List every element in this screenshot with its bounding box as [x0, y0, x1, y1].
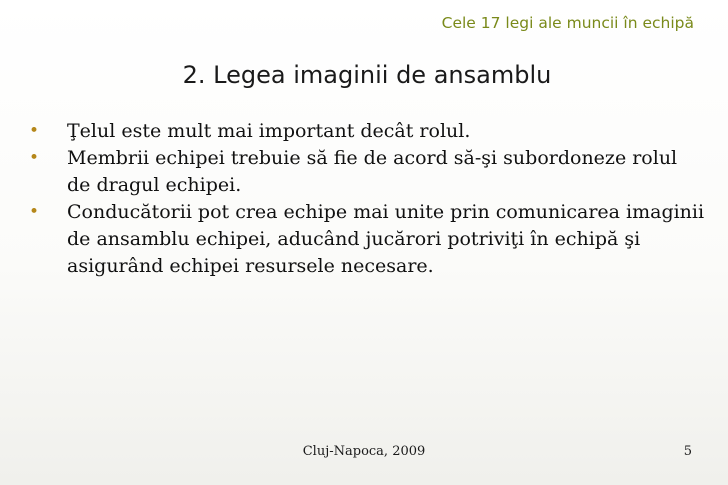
bullet-text: Membrii echipei trebuie să fie de acord să-şi subordoneze rolul de dragul echipei. — [67, 147, 678, 196]
slide-title: 2. Legea imaginii de ansamblu — [182, 61, 552, 89]
bullet-marker-icon: • — [29, 202, 40, 222]
bullet-item — [25, 145, 705, 199]
presentation-title: Cele 17 legi ale muncii în echipă — [441, 14, 694, 32]
bullet-item — [25, 118, 705, 145]
bullet-list — [25, 118, 705, 280]
bullet-item — [25, 199, 705, 280]
bullet-text: Conducătorii pot crea echipe mai unite prin comunicarea imaginii de ansamblu echipei, aducând jucărori potriviţi în echipă şi asigurând echipei resursele necesare. — [67, 201, 705, 277]
page-number: 5 — [683, 444, 692, 459]
bullet-marker-icon: • — [29, 148, 40, 168]
bullet-text: Ţelul este mult mai important decât rolul. — [67, 120, 471, 142]
bullet-marker-icon: • — [29, 121, 40, 141]
footer-location-date: Cluj-Napoca, 2009 — [302, 444, 426, 459]
